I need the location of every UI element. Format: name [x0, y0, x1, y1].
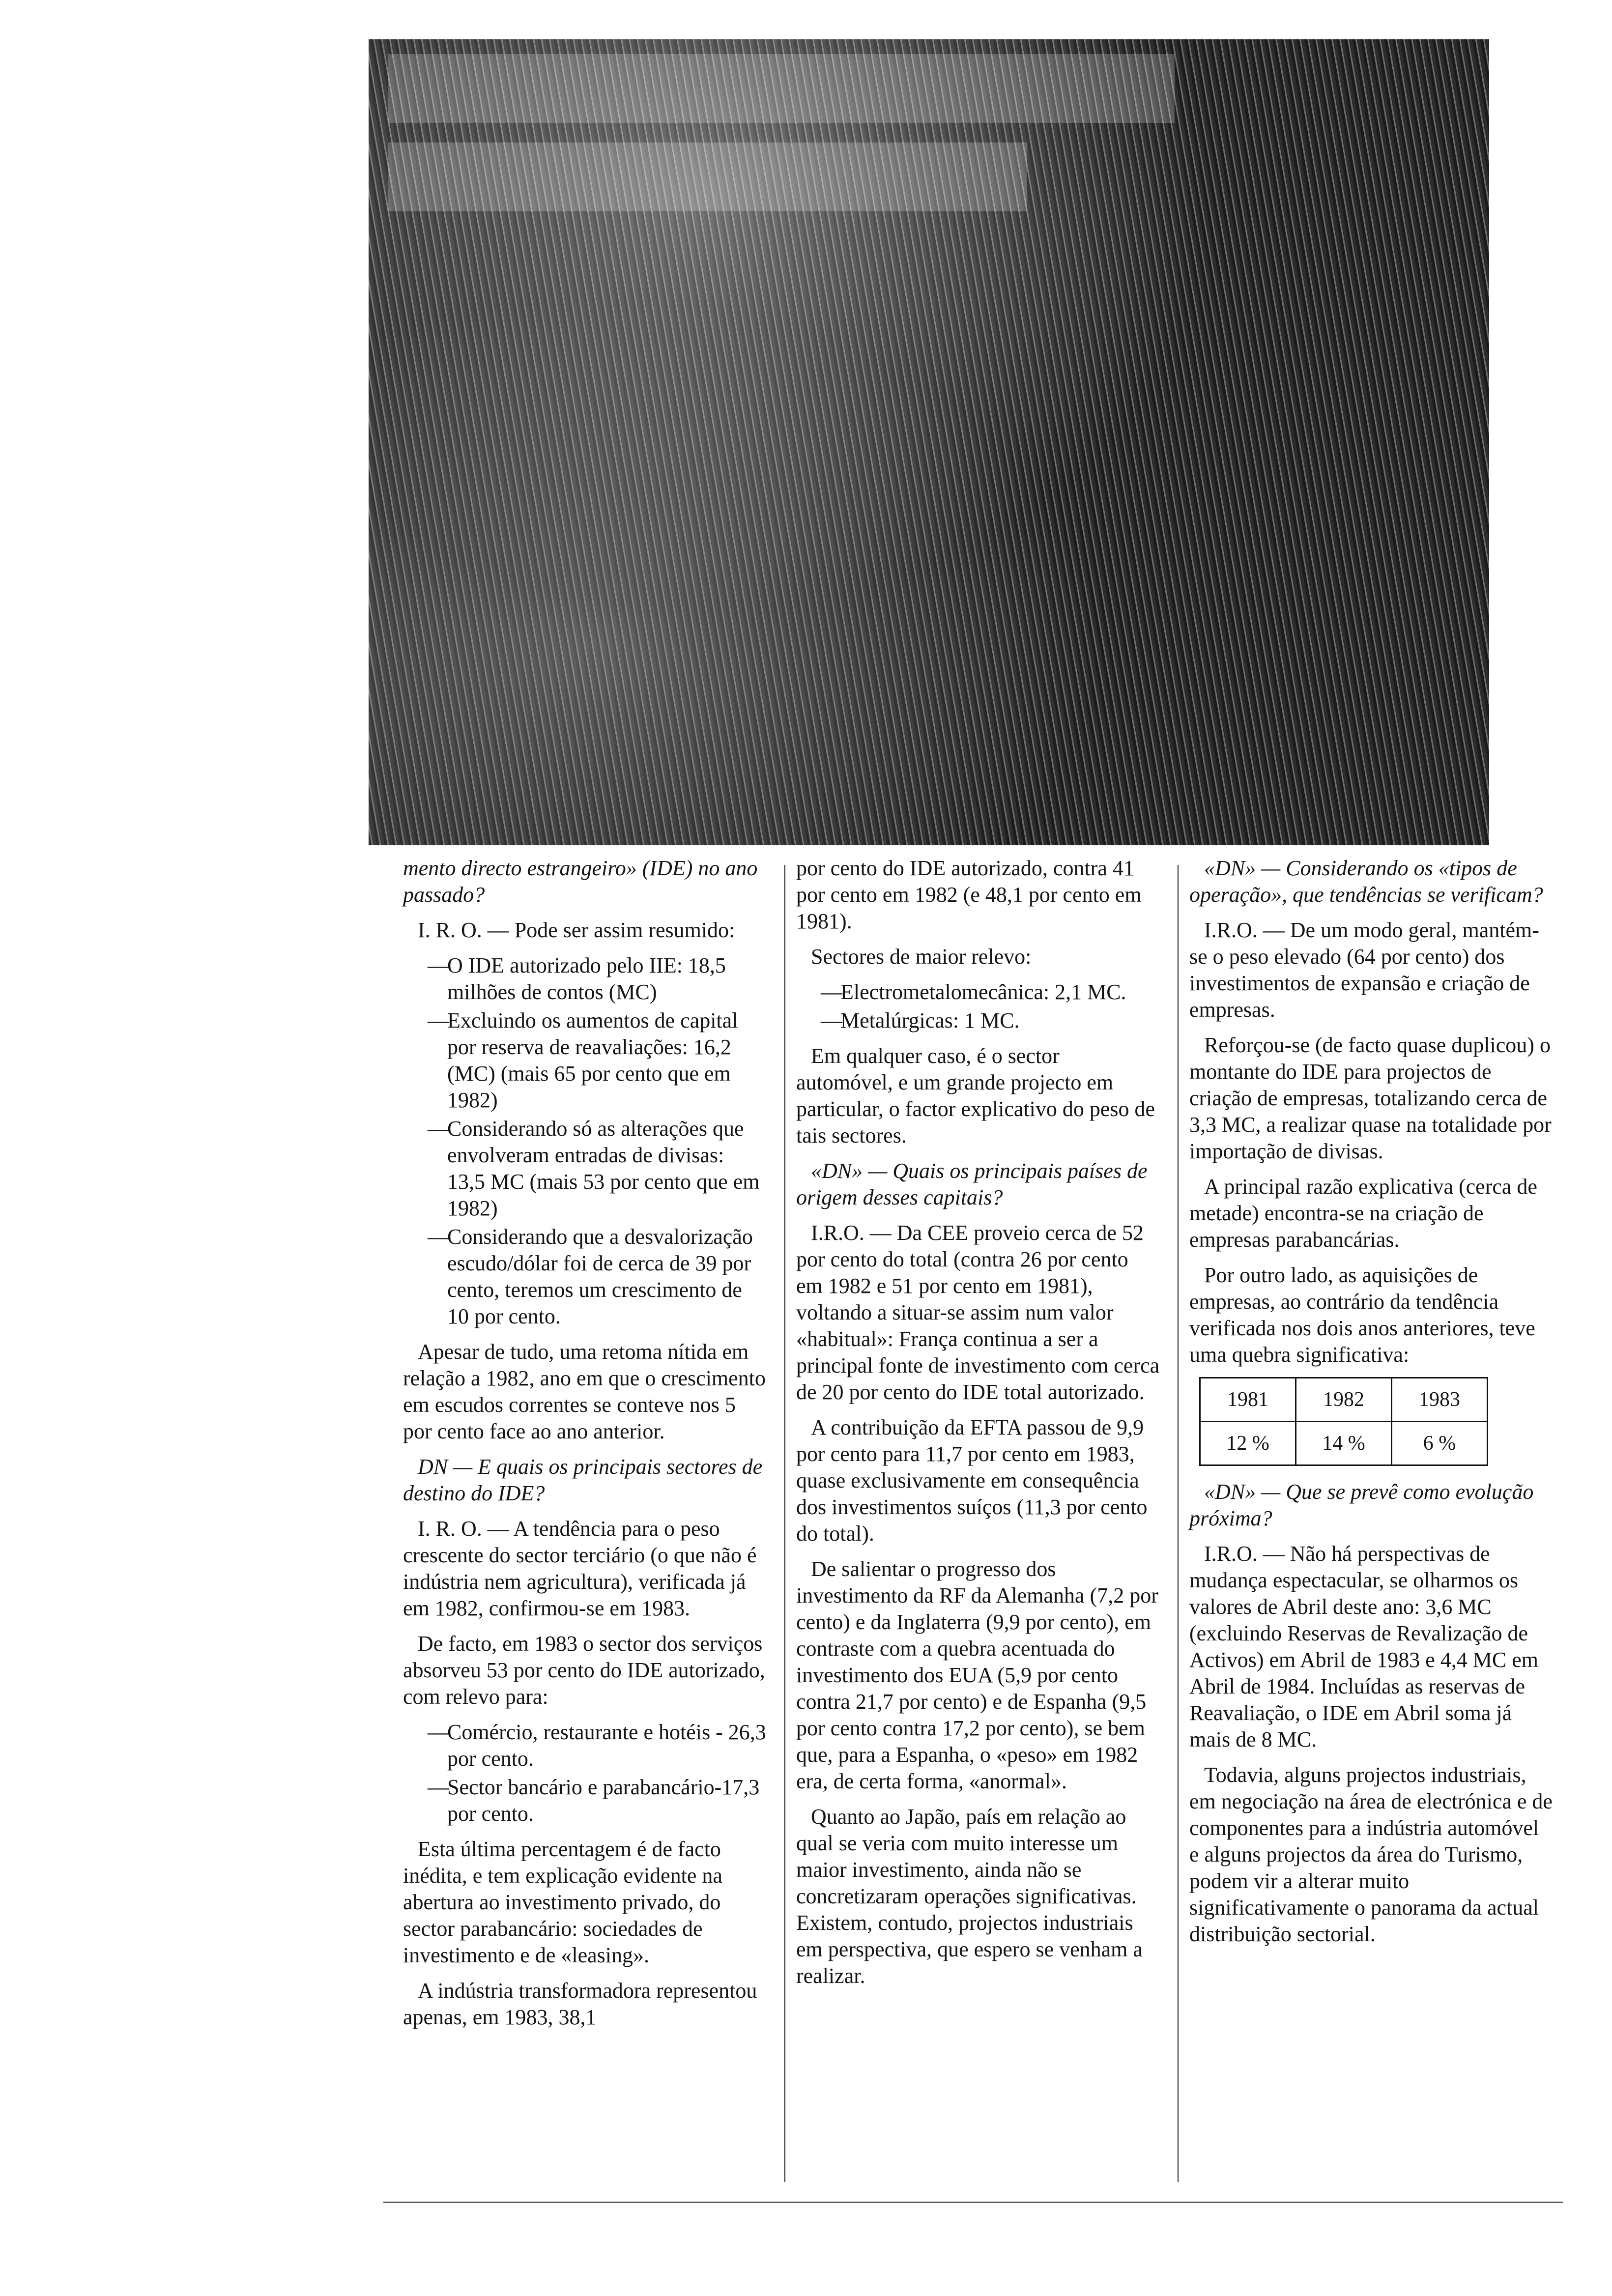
paragraph: Todavia, alguns projectos industriais, em negociação na área de electrónica e de componentes para a indústria automóvel e alguns projectos da área do Turismo, podem vir a alterar muito significativamente o panorama da actual distribuição sectorial.: [1189, 1763, 1553, 1946]
corn-field-photo: [369, 39, 1489, 845]
list-item: — Comércio, restaurante e hotéis - 26,3 por cento.: [428, 1719, 767, 1772]
question: DN — E quais os principais sectores de destino do IDE?: [403, 1455, 763, 1505]
answer-list: [403, 952, 767, 1330]
table-row: [1200, 1378, 1488, 1422]
article-column-3: [1189, 855, 1553, 1956]
photo-overprint-band: [388, 143, 1027, 211]
photo-overprint-band: [388, 54, 1175, 123]
list-item: — Excluindo os aumentos de capital por reserva de reavaliações: 16,2 (MC) (mais 65 por cento que em 1982): [428, 1007, 767, 1114]
answer: I. R. O. — A tendência para o peso crescente do sector terciário (o que não é indústria nem agricultura), verificada já em 1982, confirmou-se em 1983.: [403, 1517, 757, 1620]
paragraph: Quanto ao Japão, país em relação ao qual se veria com muito interesse um maior investimento, ainda não se concretizaram operações significativas. Existem, contudo, projectos industriais em perspectiva, que espero se venham a realizar.: [796, 1805, 1143, 1988]
article-column-2: [796, 855, 1160, 1998]
paragraph: A indústria transformadora representou apenas, em 1983, 38,1: [403, 1979, 757, 2029]
answer: I.R.O. — De um modo geral, mantém-se o peso elevado (64 por cento) dos investimentos de expansão e criação de empresas.: [1189, 918, 1539, 1022]
question: «DN» — Que se prevê como evolução próxima?: [1189, 1480, 1534, 1530]
answer-intro: I. R. O. — Pode ser assim resumido:: [418, 918, 735, 942]
question: «DN» — Quais os principais países de origem desses capitais?: [796, 1159, 1148, 1209]
question: «DN» — Considerando os «tipos de operação», que tendências se verificam?: [1189, 856, 1543, 907]
list-item: — Considerando só as alterações que envolveram entradas de divisas: 13,5 MC (mais 53 por cento que em 1982): [428, 1116, 767, 1222]
answer: I.R.O. — Não há perspectivas de mudança espectacular, se olharmos os valores de Abril deste ano: 3,6 MC (excluindo Reservas de Revalização de Activos) em Abril de 1983 e 4,4 MC em Abril de 1984. Incluídas as reservas de Reavaliação, o IDE em Abril soma já mais de 8 MC.: [1189, 1542, 1539, 1751]
table-cell-year: 1983: [1392, 1378, 1488, 1422]
paragraph: A principal razão explicativa (cerca de metade) encontra-se na criação de empresas parabancárias.: [1189, 1175, 1537, 1252]
table-cell-value: 14 %: [1296, 1422, 1392, 1465]
article-column-1: [403, 855, 767, 2039]
list-item: — Considerando que a desvalorização escudo/dólar foi de cerca de 39 por cento, teremos um crescimento de 10 por cento.: [428, 1224, 767, 1330]
table-row: [1200, 1422, 1488, 1465]
sector-list: [403, 1719, 767, 1827]
paragraph: Esta última percentagem é de facto inédita, e tem explicação evidente na abertura ao investimento privado, do sector parabancário: sociedades de investimento e de «leasing».: [403, 1837, 722, 1967]
list-item: — Sector bancário e parabancário-17,3 por cento.: [428, 1774, 767, 1827]
paragraph: A contribuição da EFTA passou de 9,9 por cento para 11,7 por cento em 1983, quase exclusivamente em consequência dos investimentos suíços (11,3 por cento do total).: [796, 1415, 1148, 1546]
table-cell-year: 1982: [1296, 1378, 1392, 1422]
list-item: — Electrometalomecânica: 2,1 MC.: [821, 979, 1160, 1005]
paragraph: De facto, em 1983 o sector dos serviços absorveu 53 por cento do IDE autorizado, com relevo para:: [403, 1632, 765, 1709]
acquisitions-table: [1199, 1377, 1488, 1466]
paragraph: De salientar o progresso dos investimento da RF da Alemanha (7,2 por cento) e da Inglaterra (9,9 por cento), em contraste com a quebra acentuada do investimento dos EUA (5,9 por cento contra 21,7 por cento) e de Espanha (9,5 por cento contra 17,2 por cento), se bem que, para a Espanha, o «peso» em 1982 era, de certa forma, «anormal».: [796, 1557, 1158, 1793]
paragraph: Reforçou-se (de facto quase duplicou) o montante do IDE para projectos de criação de empresas, totalizando cerca de 3,3 MC, a realizar quase na totalidade por importação de divisas.: [1189, 1033, 1552, 1163]
paragraph: Por outro lado, as aquisições de empresas, ao contrário da tendência verificada nos dois anos anteriores, teve uma quebra significativa:: [1189, 1263, 1535, 1367]
answer: I.R.O. — Da CEE proveio cerca de 52 por cento do total (contra 26 por cento em 1982 e 51 por cento em 1981), voltando a situar-se assim num valor «habitual»: França continua a ser a principal fonte de investimento com cerca de 20 por cento do IDE total autorizado.: [796, 1221, 1160, 1404]
table-cell-year: 1981: [1200, 1378, 1296, 1422]
column-divider: [1178, 865, 1179, 2182]
sector-list: [796, 979, 1160, 1034]
paragraph: Apesar de tudo, uma retoma nítida em relação a 1982, ano em que o crescimento em escudos correntes se conteve nos 5 por cento face ao ano anterior.: [403, 1340, 766, 1443]
list-item: — O IDE autorizado pelo IIE: 18,5 milhões de contos (MC): [428, 952, 767, 1005]
table-cell-value: 12 %: [1200, 1422, 1296, 1465]
table-cell-value: 6 %: [1392, 1422, 1488, 1465]
paragraph: por cento do IDE autorizado, contra 41 por cento em 1982 (e 48,1 por cento em 1981).: [796, 856, 1142, 933]
bottom-rule: [383, 2202, 1563, 2203]
paragraph: Em qualquer caso, é o sector automóvel, e um grande projecto em particular, o factor explicativo do peso de tais sectores.: [796, 1044, 1155, 1148]
subheading: Sectores de maior relevo:: [811, 945, 1032, 969]
list-item: — Metalúrgicas: 1 MC.: [821, 1007, 1160, 1034]
question: mento directo estrangeiro» (IDE) no ano passado?: [403, 856, 758, 907]
column-divider: [784, 865, 785, 2182]
